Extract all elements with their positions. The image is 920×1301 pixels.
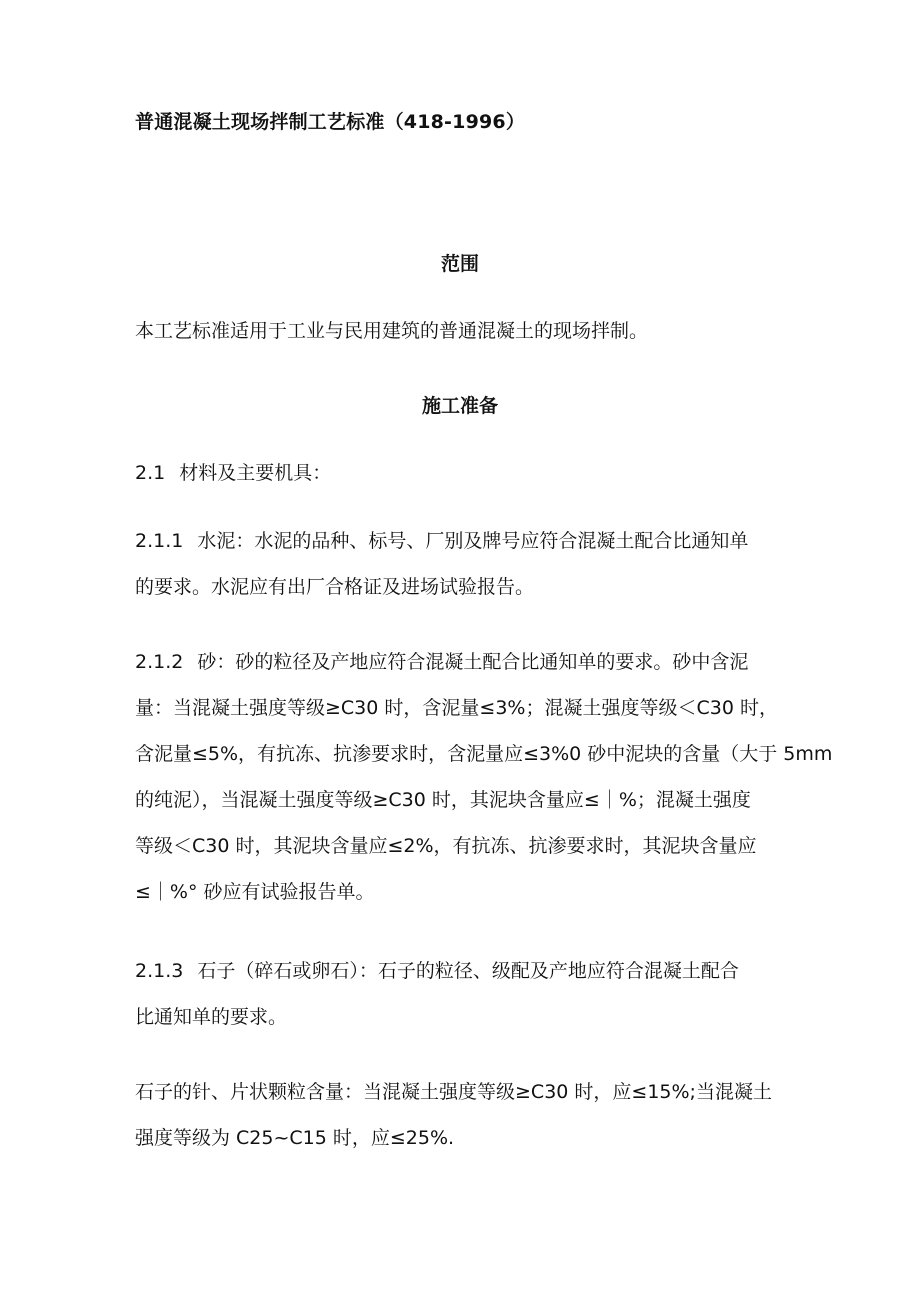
paragraph-needle-content bbox=[135, 1069, 797, 1161]
clause-2-1-3 bbox=[135, 948, 797, 1040]
paragraph-scope bbox=[135, 308, 797, 354]
clause-text: 材料及主要机具： bbox=[179, 462, 332, 484]
paragraph-line: 等级＜C30 时，其泥块含量应≤2%，有抗冻、抗渗要求时，其泥块含量应 bbox=[135, 835, 757, 857]
paragraph-line: 量：当混凝土强度等级≥C30 时，含泥量≤3%；混凝土强度等级＜C30 时， bbox=[135, 697, 778, 719]
clause-text: 石子（碎石或卵石）：石子的粒径、级配及产地应符合混凝土配合 bbox=[197, 960, 739, 982]
clause-2-1-2 bbox=[135, 639, 833, 915]
section-heading-preparation: 施工准备 bbox=[421, 395, 498, 417]
clause-2-1 bbox=[135, 450, 797, 496]
clause-number: 2.1.1 bbox=[135, 530, 184, 552]
paragraph-line bbox=[135, 450, 797, 496]
paragraph-line: 的要求。水泥应有出厂合格证及进场试验报告。 bbox=[135, 576, 535, 598]
clause-number: 2.1.3 bbox=[135, 960, 184, 982]
paragraph-line: 石子的针、片状颗粒含量：当混凝土强度等级≥C30 时，应≤15%;当混凝土 bbox=[135, 1081, 772, 1103]
paragraph-line: 的纯泥），当混凝土强度等级≥C30 时，其泥块含量应≤｜%；混凝土强度 bbox=[135, 789, 751, 811]
clause-number: 2.1 bbox=[135, 462, 166, 484]
clause-text: 水泥：水泥的品种、标号、厂别及牌号应符合混凝土配合比通知单 bbox=[197, 530, 749, 552]
paragraph-line bbox=[135, 948, 797, 994]
clause-number: 2.1.2 bbox=[135, 651, 184, 673]
paragraph-line: 比通知单的要求。 bbox=[135, 1006, 288, 1028]
clause-text: 砂：砂的粒径及产地应符合混凝土配合比通知单的要求。砂中含泥 bbox=[197, 651, 749, 673]
clause-2-1-1 bbox=[135, 518, 797, 610]
paragraph-line: 本工艺标准适用于工业与民用建筑的普通混凝土的现场拌制。 bbox=[135, 320, 649, 342]
section-heading-scope: 范围 bbox=[440, 253, 479, 275]
document-title: 普通混凝土现场拌制工艺标准（418-1996） bbox=[135, 111, 526, 133]
paragraph-line: ≤｜%° 砂应有试验报告单。 bbox=[135, 881, 375, 903]
paragraph-line bbox=[135, 639, 797, 685]
paragraph-line bbox=[135, 518, 797, 564]
paragraph-line: 强度等级为 C25~C15 时，应≤25%. bbox=[135, 1127, 455, 1149]
paragraph-line: 含泥量≤5%，有抗冻、抗渗要求时，含泥量应≤3%0 砂中泥块的含量（大于 5mm bbox=[135, 743, 833, 765]
